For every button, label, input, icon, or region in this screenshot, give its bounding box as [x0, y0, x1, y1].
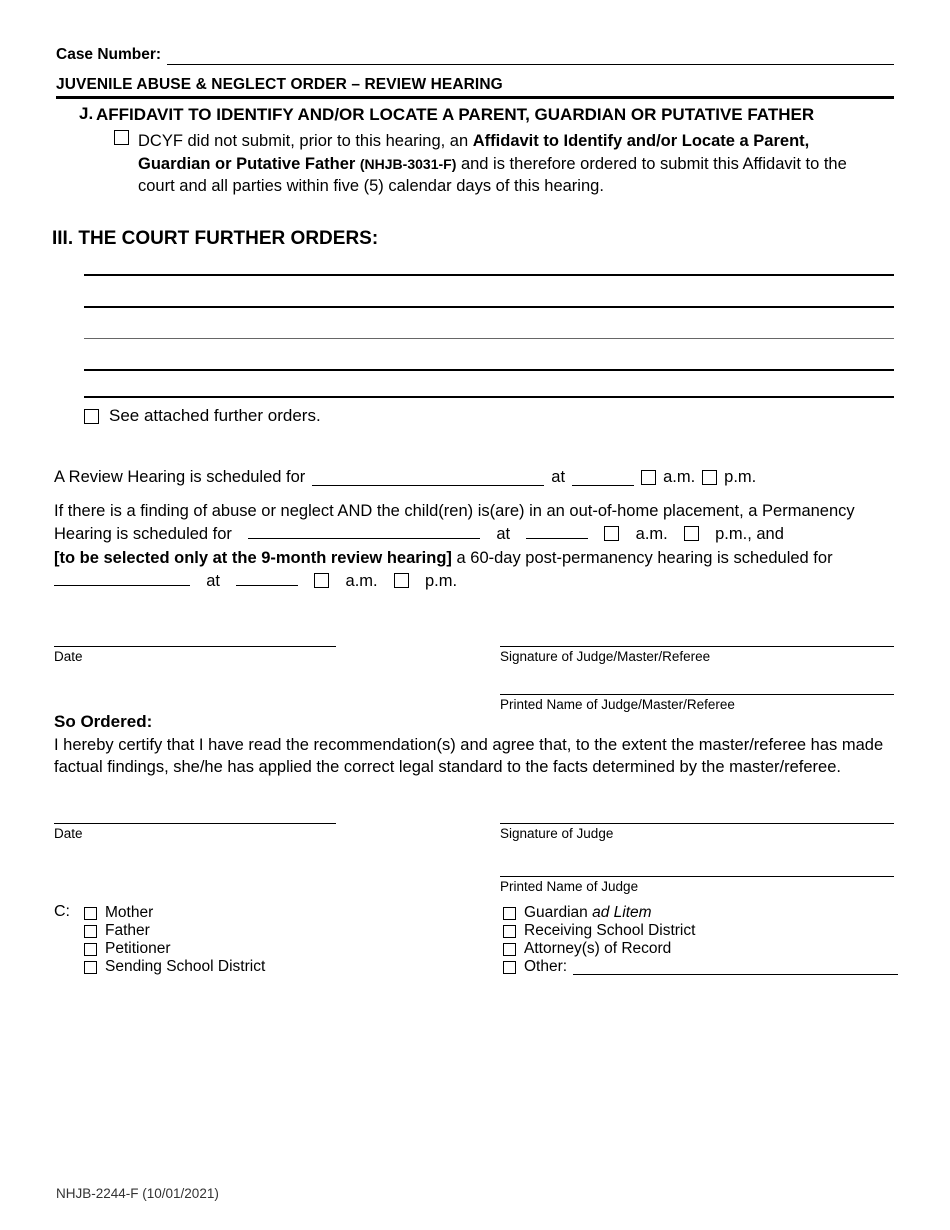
judge-signature-input-2[interactable] — [500, 823, 894, 824]
date-input-1[interactable] — [54, 646, 336, 647]
review-at-label: at — [551, 468, 566, 486]
j-text-part1: DCYF did not submit, prior to this hearing, an — [138, 132, 473, 151]
section-iii-title: . THE COURT FURTHER ORDERS — [67, 228, 372, 249]
review-hearing-date-input[interactable] — [312, 470, 544, 486]
case-number-label: Case Number: — [56, 46, 162, 63]
judge-printed-label-1: Printed Name of Judge/Master/Referee — [500, 697, 735, 712]
checkbox-other[interactable] — [503, 961, 516, 974]
cc-label-mother: Mother — [105, 904, 154, 921]
further-orders-line-3[interactable] — [84, 338, 894, 339]
judge-printed-label-2: Printed Name of Judge — [500, 879, 639, 894]
post-permanency-at-label: at — [206, 572, 220, 591]
cc-left-column — [84, 904, 265, 976]
checkbox-guardian-ad-litem[interactable] — [503, 907, 516, 920]
post-permanency-pm-label: p.m. — [424, 572, 458, 591]
section-iii-heading — [52, 228, 378, 250]
j-text-bold1b: /or Locate a Parent, Guardian or Putative Father — [138, 132, 810, 173]
permanency-text: If there is a finding of abuse or neglect AND the child(ren) is(are) in an out-of-home placement, a Permanency Hearing is scheduled for — [54, 501, 855, 544]
see-attached-row — [84, 406, 321, 426]
section-j — [56, 104, 894, 198]
post-permanency-date-input[interactable] — [54, 570, 190, 586]
checkbox-permanency-am[interactable] — [604, 526, 619, 541]
certify-text: I hereby certify that I have read the recommendation(s) and agree that, to the extent the master/referee has made factual findings, she/he has applied the correct legal standard to the facts determined by the master/referee. — [54, 736, 884, 777]
cc-label-petitioner: Petitioner — [105, 940, 171, 957]
permanency-date-input[interactable] — [248, 523, 480, 539]
checkbox-sending-school-district[interactable] — [84, 961, 97, 974]
j-text-part2: and is therefore ordered to submit this Affidavit to the court and all parties within five (5) calendar days of this hearing. — [138, 154, 847, 196]
date-input-2[interactable] — [54, 823, 336, 824]
cc-item-petitioner[interactable] — [84, 940, 265, 958]
post-permanency-bold: [to be selected only at the 9-month review hearing] — [54, 548, 452, 567]
checkbox-post-permanency-pm[interactable] — [394, 573, 409, 588]
checkbox-post-permanency-am[interactable] — [314, 573, 329, 588]
judge-printed-input-1[interactable] — [500, 694, 894, 695]
judge-signature-input-1[interactable] — [500, 646, 894, 647]
title-underline — [56, 96, 894, 97]
cc-label-other: Other: — [524, 958, 568, 975]
judge-signature-label-2: Signature of Judge — [500, 826, 614, 841]
cc-label-attorneys-of-record: Attorney(s) of Record — [524, 940, 672, 957]
case-number-input[interactable] — [167, 49, 894, 65]
form-title: JUVENILE ABUSE & NEGLECT ORDER – REVIEW HEARING — [56, 76, 894, 99]
post-permanency-text: a 60-day post-permanency hearing is scheduled for — [451, 548, 833, 567]
date-label-2: Date — [54, 826, 83, 841]
case-number-row — [56, 46, 894, 65]
checkbox-review-am[interactable] — [641, 470, 656, 485]
further-orders-line-4[interactable] — [84, 369, 894, 371]
checkbox-receiving-school-district[interactable] — [503, 925, 516, 938]
cc-guardian-italic: ad Litem — [592, 904, 652, 921]
footer-form-id: NHJB-2244-F (10/01/2021) — [56, 1186, 219, 1201]
cc-item-attorneys-of-record[interactable] — [503, 940, 898, 958]
review-hearing-time-input[interactable] — [572, 470, 634, 486]
review-hearing-line — [54, 466, 894, 490]
cc-label-father: Father — [105, 922, 150, 939]
so-ordered-heading: So Ordered: — [54, 712, 153, 731]
cc-item-mother[interactable] — [84, 904, 265, 922]
review-am-label: a.m. — [663, 468, 696, 486]
checkbox-affidavit-not-submitted[interactable] — [114, 130, 129, 145]
cc-item-guardian-ad-litem[interactable] — [503, 904, 898, 922]
post-permanency-am-label: a.m. — [345, 572, 378, 591]
review-hearing-text: A Review Hearing is scheduled for — [54, 468, 306, 486]
cc-right-column — [503, 904, 898, 976]
cc-other-input[interactable] — [573, 960, 898, 975]
post-permanency-time-input[interactable] — [236, 570, 298, 586]
section-iii-colon: : — [371, 228, 379, 249]
checkbox-permanency-pm[interactable] — [684, 526, 699, 541]
section-iii-numeral: III — [52, 228, 68, 249]
checkbox-review-pm[interactable] — [702, 470, 717, 485]
scheduling-block — [54, 466, 894, 594]
checkbox-petitioner[interactable] — [84, 943, 97, 956]
checkbox-attorneys-of-record[interactable] — [503, 943, 516, 956]
section-j-body — [138, 130, 873, 197]
cc-label-guardian — [524, 904, 652, 922]
section-j-letter: J. — [79, 104, 94, 123]
checkbox-father[interactable] — [84, 925, 97, 938]
cc-label: C: — [54, 903, 70, 920]
checkbox-see-attached[interactable] — [84, 409, 99, 424]
checkbox-mother[interactable] — [84, 907, 97, 920]
section-j-heading — [56, 104, 894, 126]
cc-item-father[interactable] — [84, 922, 265, 940]
see-attached-label: See attached further orders. — [109, 406, 321, 425]
judge-printed-input-2[interactable] — [500, 876, 894, 877]
permanency-at-label: at — [496, 525, 511, 544]
further-orders-line-2[interactable] — [84, 306, 894, 308]
j-text-form-ref: (NHJB-3031-F) — [359, 155, 457, 172]
cc-item-receiving-school-district[interactable] — [503, 922, 898, 940]
j-text-bold1: Affidavit to Identify and — [472, 132, 657, 151]
further-orders-line-5[interactable] — [84, 396, 894, 398]
cc-label-receiving-school-district: Receiving School District — [524, 922, 696, 939]
permanency-time-input[interactable] — [526, 523, 588, 539]
judge-signature-label-1: Signature of Judge/Master/Referee — [500, 649, 711, 664]
cc-label-sending-school-district: Sending School District — [105, 958, 266, 975]
review-pm-label: p.m. — [724, 468, 757, 486]
permanency-pm-label: p.m., and — [715, 525, 784, 544]
cc-item-sending-school-district[interactable] — [84, 958, 265, 976]
cc-item-other[interactable] — [503, 958, 898, 976]
section-j-title: AFFIDAVIT TO IDENTIFY AND/OR LOCATE A PARENT, GUARDIAN OR PUTATIVE FATHER — [96, 105, 815, 124]
permanency-hearing-paragraph — [54, 500, 894, 594]
permanency-am-label: a.m. — [635, 525, 668, 544]
cc-guardian-text: Guardian — [524, 904, 593, 921]
further-orders-line-1[interactable] — [84, 274, 894, 276]
date-label-1: Date — [54, 649, 83, 664]
section-j-item — [114, 130, 894, 197]
